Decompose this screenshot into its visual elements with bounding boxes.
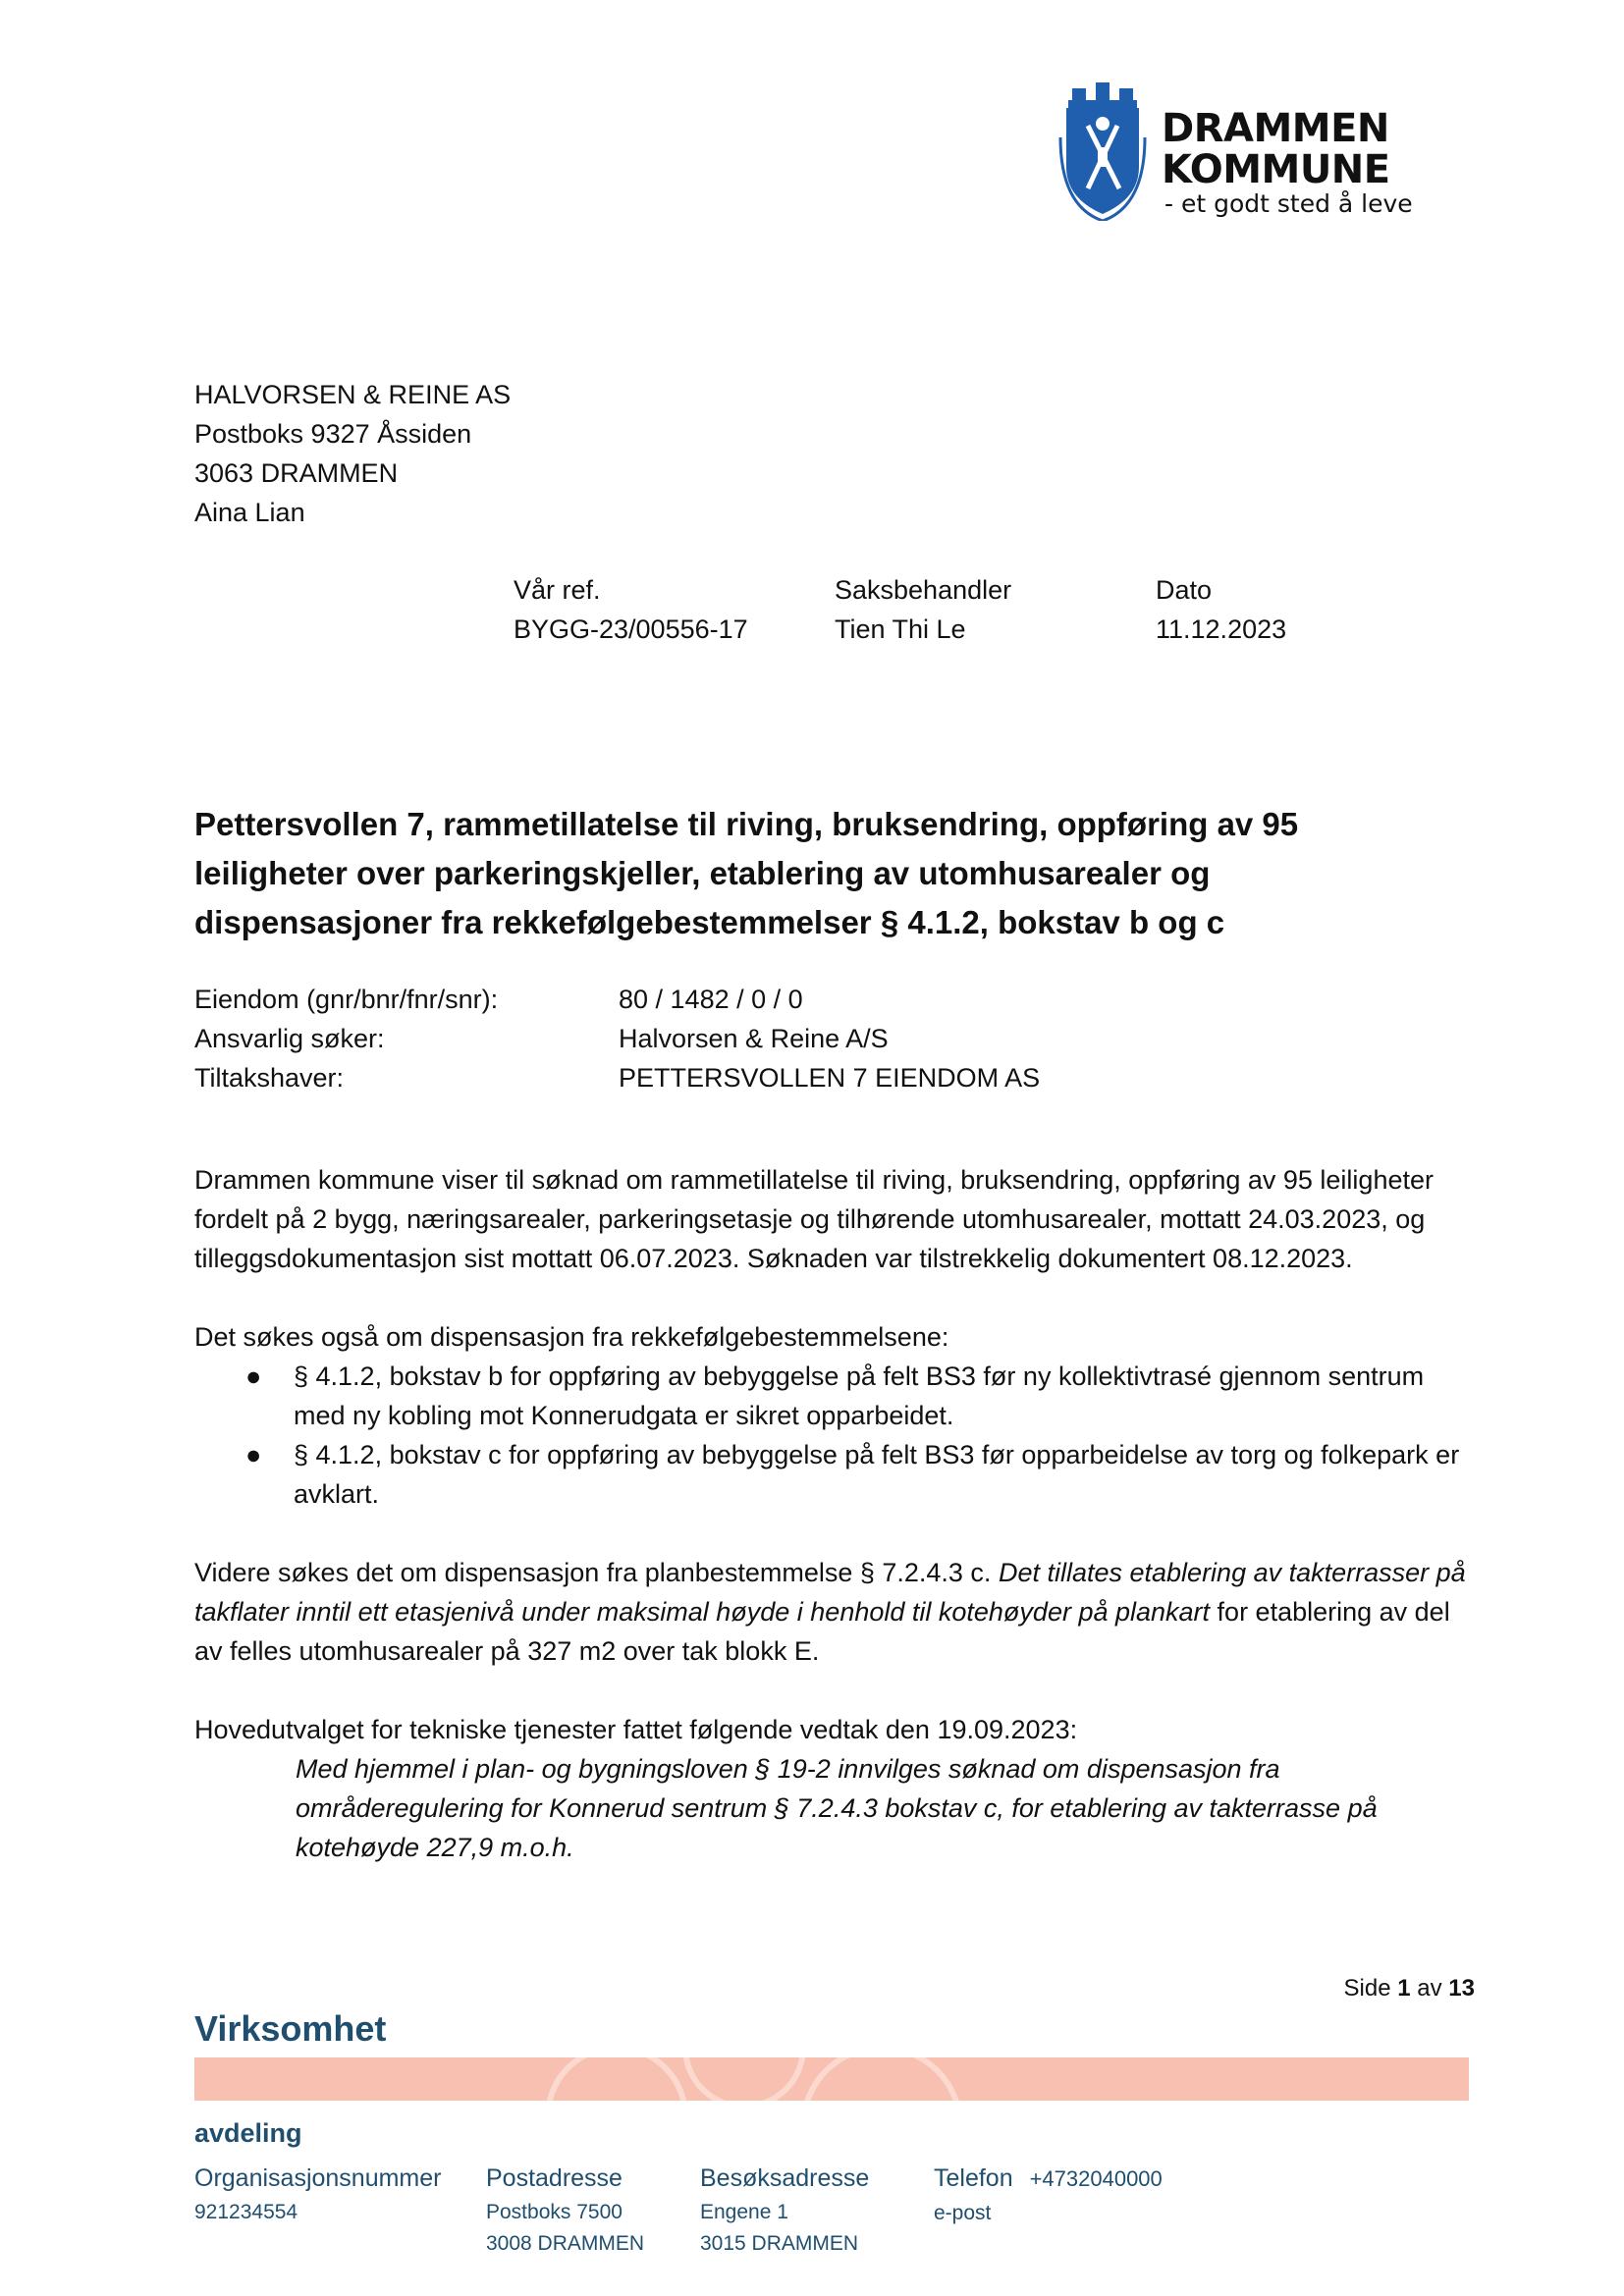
footer-visit-column <box>700 2160 869 2260</box>
property-value: Halvorsen & Reine A/S <box>619 1024 889 1053</box>
footer-contact-column <box>934 2160 1163 2229</box>
date-label: Dato <box>1156 575 1213 605</box>
quoted-regulation: Det tillates etablering av takterrasser på takflater inntil ett etasjenivå under maksimal høyde i henhold til kotehøyder på plankart <box>194 1558 1466 1627</box>
post-label: Postadresse <box>486 2164 623 2192</box>
logo-tagline: - et godt sted å leve <box>1164 189 1413 218</box>
handler-column <box>835 570 1011 649</box>
body-paragraph: Det søkes også om dispensasjon fra rekkefølgebestemmelsene: <box>194 1322 949 1352</box>
phone-value: +4732040000 <box>1029 2166 1163 2191</box>
property-value: 80 / 1482 / 0 / 0 <box>619 985 803 1014</box>
drammen-kommune-logo <box>1058 79 1412 221</box>
visit-line: Engene 1 <box>700 2201 788 2223</box>
visit-line: 3015 DRAMMEN <box>700 2232 859 2255</box>
email-label: e-post <box>934 2202 992 2224</box>
recipient-line: Postboks 9327 Åssiden <box>194 419 472 449</box>
list-item <box>194 1357 1471 1435</box>
recipient-line: HALVORSEN & REINE AS <box>194 380 512 409</box>
date-column <box>1156 570 1286 649</box>
bullet-icon: ● <box>245 1362 262 1391</box>
footer-department: avdeling <box>194 2118 302 2148</box>
page-total: 13 <box>1448 1975 1475 2002</box>
handler-value: Tien Thi Le <box>835 614 966 644</box>
footer-post-column <box>486 2160 644 2260</box>
footer-title: Virksomhet <box>194 2008 387 2049</box>
property-label: Eiendom (gnr/bnr/fnr/snr): <box>194 985 499 1014</box>
logo-line-1: DRAMMEN <box>1162 106 1389 151</box>
our-ref-column <box>514 570 748 649</box>
band-pattern-icon <box>194 2057 1469 2101</box>
phone-row <box>934 2160 1163 2198</box>
handler-label: Saksbehandler <box>835 575 1012 605</box>
document-title: Pettersvollen 7, rammetillatelse til riving, bruksendring, oppføring av 95 leiligheter over parkeringskjeller, etablering av utomhusarealer og dispensasjoner fra rekkefølgebestemmelser § 4.1.2, bokstav b og c <box>194 806 1299 940</box>
list-item-text: § 4.1.2, bokstav c for oppføring av bebyggelse på felt BS3 før opparbeidelse av torg og folkepark er avklart. <box>294 1440 1460 1509</box>
post-line: 3008 DRAMMEN <box>486 2232 645 2255</box>
our-ref-value: BYGG-23/00556-17 <box>514 614 748 644</box>
page-current: 1 <box>1397 1975 1411 2002</box>
footer-decorative-band <box>194 2057 1469 2101</box>
body-paragraph <box>194 1553 1471 1671</box>
page-separator: av <box>1417 1975 1442 2002</box>
logo-line-2: KOMMUNE <box>1162 147 1390 192</box>
footer-org-column <box>194 2160 442 2228</box>
body-paragraph: Hovedutvalget for tekniske tjenester fattet følgende vedtak den 19.09.2023: <box>194 1715 1078 1744</box>
list-item-text: § 4.1.2, bokstav b for oppføring av bebyggelse på felt BS3 før ny kollektivtrasé gjennom sentrum med ny kobling mot Konnerudgata er sikret opparbeidet. <box>294 1362 1425 1430</box>
list-item <box>194 1435 1471 1514</box>
recipient-address <box>194 375 511 532</box>
logo-wordmark <box>1162 108 1390 190</box>
paragraph-text: Videre søkes det om dispensasjon fra planbestemmelse § 7.2.4.3 c. <box>194 1558 999 1587</box>
page-number <box>1344 1975 1475 2002</box>
recipient-line: 3063 DRAMMEN <box>194 458 399 488</box>
phone-label: Telefon <box>934 2164 1013 2192</box>
org-value: 921234554 <box>194 2201 298 2223</box>
property-label: Tiltakshaver: <box>194 1063 345 1093</box>
page-prefix: Side <box>1343 1975 1391 2002</box>
property-label: Ansvarlig søker: <box>194 1024 385 1053</box>
org-label: Organisasjonsnummer <box>194 2164 442 2192</box>
bullet-icon: ● <box>245 1440 262 1469</box>
letter-body <box>194 1160 1471 1867</box>
date-value: 11.12.2023 <box>1156 614 1287 644</box>
decision-quote: Med hjemmel i plan- og bygningsloven § 19-2 innvilges søknad om dispensasjon fra områderegulering for Konnerud sentrum § 7.2.4.3 bokstav c, for etablering av takterrasse på kotehøyde 227,9 m.o.h. <box>296 1754 1378 1862</box>
property-value: PETTERSVOLLEN 7 EIENDOM AS <box>619 1063 1041 1093</box>
our-ref-label: Vår ref. <box>514 575 601 605</box>
recipient-line: Aina Lian <box>194 498 305 527</box>
visit-label: Besøksadresse <box>700 2164 870 2192</box>
body-paragraph: Drammen kommune viser til søknad om rammetillatelse til riving, bruksendring, oppføring av 95 leiligheter fordelt på 2 bygg, næringsarealer, parkeringsetasje og tilhørende utomhusarealer, mottatt 24.03.2023, og tilleggsdokumentasjon sist mottatt 06.07.2023. Søknaden var tilstrekkelig dokumentert 08.12.2023. <box>194 1165 1434 1273</box>
coat-of-arms-icon <box>1058 79 1147 221</box>
post-line: Postboks 7500 <box>486 2201 623 2223</box>
paragraph-text: for etablering av del av felles utomhusarealer på 327 m2 over tak blokk E. <box>194 1597 1450 1666</box>
